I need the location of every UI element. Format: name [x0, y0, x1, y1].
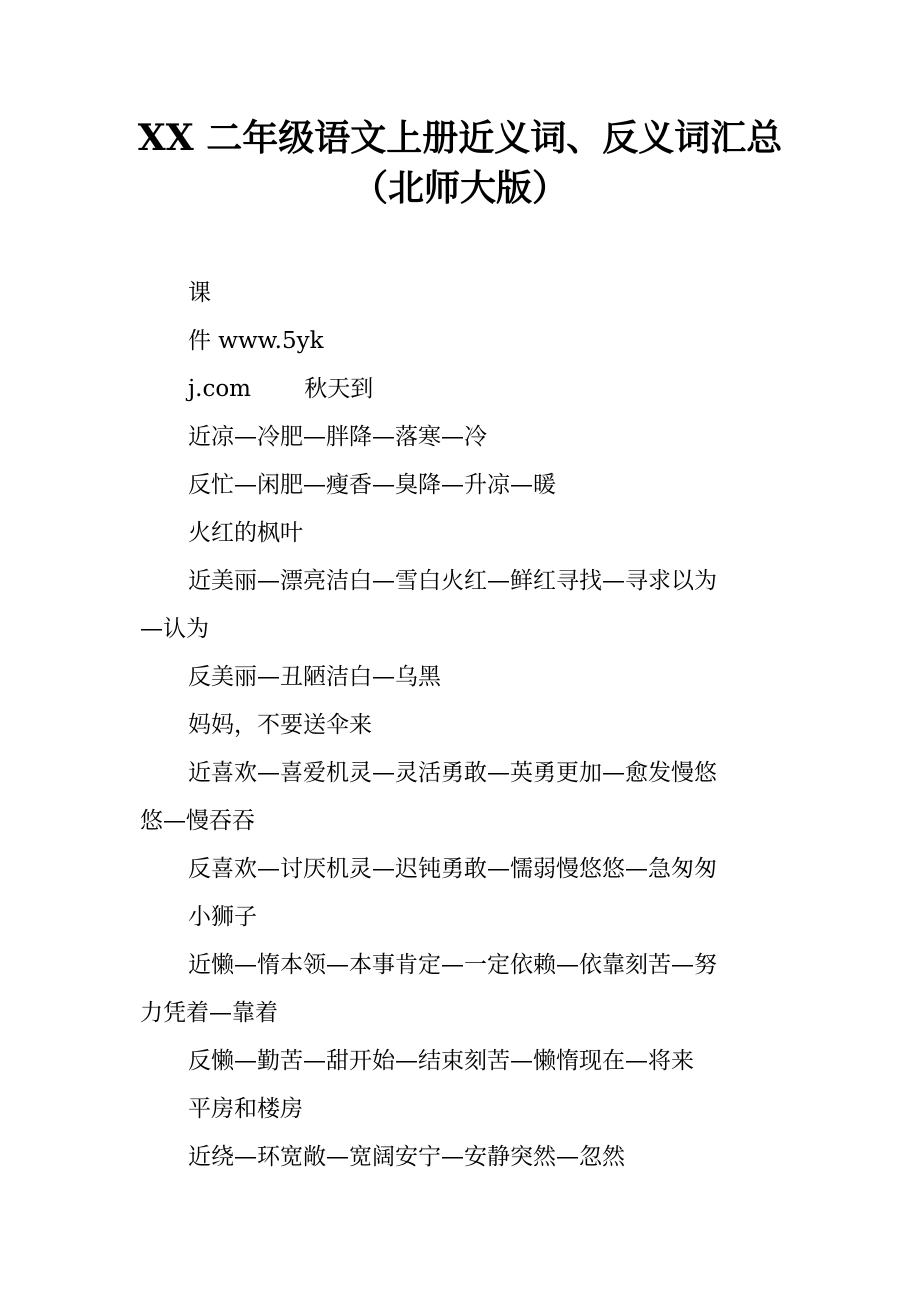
- text-line: 悠—慢吞吞: [140, 808, 255, 834]
- text-line: —认为: [140, 616, 209, 642]
- text-line: 反喜欢—讨厌机灵—迟钝勇敢—懦弱慢悠悠—急匆匆: [188, 856, 717, 882]
- document-subtitle: （北师大版）: [351, 167, 568, 209]
- text-line: 反懒—勤苦—甜开始—结束刻苦—懒惰现在—将来: [188, 1048, 694, 1074]
- text-line: j.com 秋天到: [188, 376, 374, 402]
- text-line: 近懒—惰本领—本事肯定—一定依赖—依靠刻苦—努: [188, 952, 717, 978]
- text-line: 反美丽—丑陋洁白—乌黑: [188, 664, 441, 690]
- document-title: XX 二年级语文上册近义词、反义词汇总: [137, 117, 783, 159]
- text-line: 件 www.5yk: [188, 328, 324, 354]
- section-heading: 平房和楼房: [188, 1096, 303, 1122]
- section-heading: 火红的枫叶: [188, 520, 303, 546]
- text-line: 近美丽—漂亮洁白—雪白火红—鲜红寻找—寻求以为: [188, 568, 717, 594]
- text-line: 近绕—环宽敞—宽阔安宁—安静突然—忽然: [188, 1144, 625, 1170]
- text-line: 力凭着—靠着: [140, 1000, 278, 1026]
- section-heading: 妈妈，不要送伞来: [188, 712, 372, 738]
- section-heading: 小狮子: [188, 904, 257, 930]
- text-line: 反忙—闲肥—瘦香—臭降—升凉—暖: [188, 472, 556, 498]
- text-line: 课: [188, 280, 211, 306]
- text-line: 近喜欢—喜爱机灵—灵活勇敢—英勇更加—愈发慢悠: [188, 760, 717, 786]
- text-line: 近凉—冷肥—胖降—落寒—冷: [188, 424, 487, 450]
